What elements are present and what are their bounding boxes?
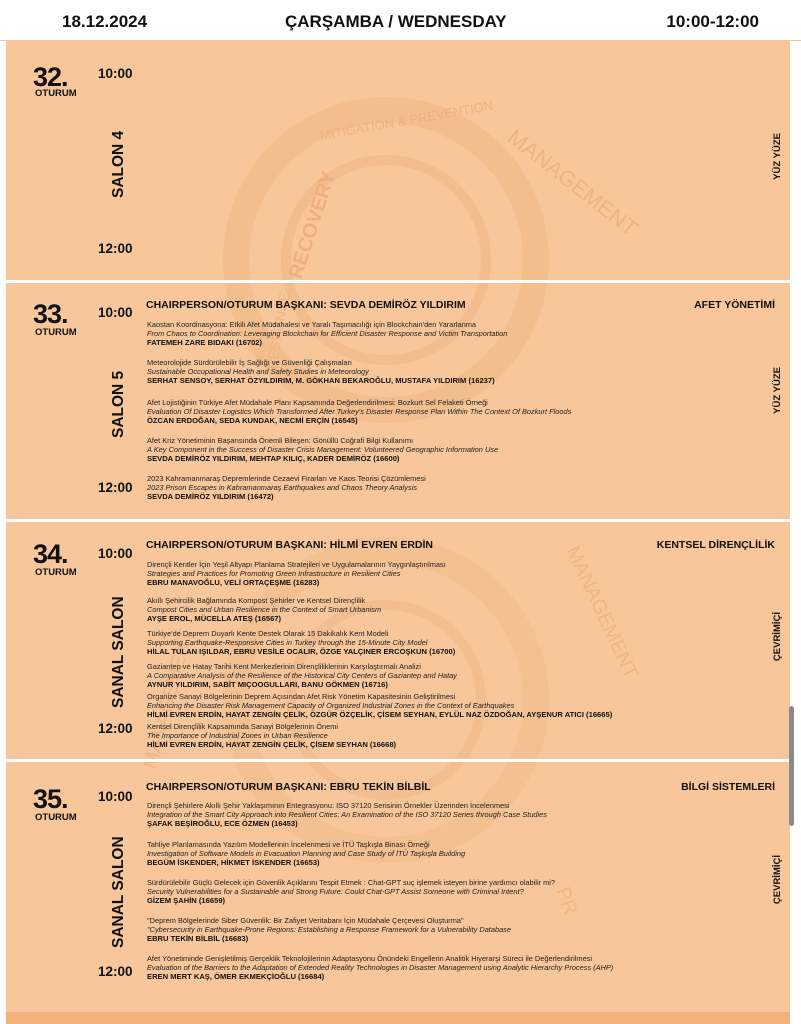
paper-title-en: Sustainable Occupational Health and Safety Studies in Meteorology	[147, 367, 369, 376]
paper-authors: SEVDA DEMİRÖZ YILDIRIM (16472)	[147, 492, 274, 501]
end-time: 12:00	[98, 480, 133, 495]
paper-authors: ÖZCAN ERDOĞAN, SEDA KUNDAK, NECMİ ERÇİN (16545)	[147, 416, 358, 425]
watermark-recovery: RECOVERY	[284, 168, 341, 282]
paper-title-tr: Tahliye Planlamasında Yazılım Modellerinin İncelenmesi ve İTÜ Taşkışla Binası Örneği	[147, 840, 430, 849]
session-number: 32.	[33, 62, 68, 92]
next-session-strip	[6, 1012, 790, 1024]
paper-title-en: Integration of the Smart City Approach into Resilient Cities: An Examination of the ISO 37120 Series through Case Studies	[147, 810, 547, 819]
watermark-management: MANAGEMENT	[502, 124, 643, 242]
session-34	[6, 522, 790, 762]
program-page	[6, 40, 790, 1024]
mode-label: YÜZ YÜZE	[772, 367, 783, 414]
paper-title-tr: "Deprem Bölgelerinde Siber Güvenlik: Bir Zafiyet Veritabanı İçin Müdahale Çerçevesi Oluşturma"	[147, 916, 464, 925]
end-time: 12:00	[98, 964, 133, 979]
room-label: SANAL SALON	[110, 836, 127, 948]
paper-title-tr: Gaziantep ve Hatay Tarihi Kent Merkezlerinin Dirençliliklerinin Karşılaştırmalı Analizi	[147, 662, 421, 671]
paper-title-tr: Akıllı Şehircilik Bağlamında Kompost Şehirler ve Kentsel Dirençlilik	[147, 596, 366, 605]
paper-authors: AYNUR YILDIRIM, SABİT MIÇOOGULLARI, BANU GÖKMEN (16716)	[147, 680, 388, 689]
paper-title-en: Enhancing the Disaster Risk Management Capacity of Organized Industrial Zones in the Context of Earthquakes	[147, 701, 515, 710]
paper-authors: SERHAT SENSOY, SERHAT ÖZYILDIRIM, M. GÖKHAN BEKAROĞLU, MUSTAFA YILDIRIM (16237)	[147, 376, 495, 385]
category-label: AFET YÖNETİMİ	[694, 299, 775, 311]
paper-item	[147, 662, 757, 690]
paper-title-tr: Sürdürülebilir Güçlü Gelecek için Güvenlik Açıklarını Tespit Etmek : Chat-GPT suç işlemek isteyen birine yardımcı olabilir mi?	[147, 878, 556, 887]
paper-item	[147, 878, 757, 906]
session-number: 33.	[33, 299, 68, 329]
paper-item	[147, 629, 757, 657]
session-33	[6, 283, 790, 522]
mode-label: ÇEVRİMİÇİ	[772, 612, 783, 662]
chairperson: CHAIRPERSON/OTURUM BAŞKANI: HİLMİ EVREN ERDİN	[146, 539, 434, 551]
header-day: ÇARŞAMBA / WEDNESDAY	[285, 12, 507, 31]
session-number: 34.	[33, 539, 68, 569]
paper-title-en: Security Vulnerabilities for a Sustainable and Strong Future: Could Chat-GPT Assist Someone with Criminal Intent?	[147, 887, 524, 896]
paper-title-tr: 2023 Kahramanmaraş Depremlerinde Cezaevi Firarları ve Kaos Teorisi Çözümlemesi	[147, 474, 426, 483]
paper-title-tr: Dirençli Kentler İçin Yeşil Altyapı Planlama Stratejileri ve Uygulamalarının Yaygınlaştırılması	[147, 560, 446, 569]
session-label: OTURUM	[35, 812, 77, 823]
watermark-pr: PR	[551, 884, 582, 918]
paper-item	[147, 840, 757, 868]
mode-label: ÇEVRİMİÇİ	[772, 855, 783, 905]
category-label: KENTSEL DİRENÇLİLİK	[656, 539, 775, 551]
paper-title-tr: Organize Sanayi Bölgelerinin Deprem Açısından Afet Risk Yönetim Kapasitesinin Geliştirilmesi	[147, 692, 456, 701]
paper-title-tr: Kentsel Dirençlilik Kapsamında Sanayi Bölgelerinin Önemi	[147, 722, 339, 731]
session-label: OTURUM	[35, 567, 77, 578]
end-time: 12:00	[98, 721, 133, 736]
paper-title-en: Supporting Earthquake-Responsive Cities in Turkey through the 15-Minute City Model	[147, 638, 428, 647]
start-time: 10:00	[98, 789, 133, 804]
paper-item	[147, 436, 757, 464]
paper-title-tr: Kaostan Koordinasyona: Etkili Afet Müdahalesi ve Yaralı Taşımacılığı için Blockchain'den Yararlanma	[147, 320, 476, 329]
session-number: 35.	[33, 784, 68, 814]
paper-authors: EBRU MANAVOĞLU, VELİ ORTAÇEŞME (16283)	[147, 578, 320, 587]
mode-label: YÜZ YÜZE	[772, 133, 783, 180]
header-time: 10:00-12:00	[666, 12, 759, 31]
paper-title-en: "Cybersecurity in Earthquake-Prone Regions: Establishing a Response Framework for a Vulnerability Database	[147, 925, 511, 934]
start-time: 10:00	[98, 66, 133, 81]
watermark-ring-text: MITIGATION & PREVENTION	[318, 97, 495, 143]
start-time: 10:00	[98, 305, 133, 320]
paper-title-en: Compost Cities and Urban Resilience in the Context of Smart Urbanism	[147, 605, 382, 614]
paper-title-tr: Meteorolojide Sürdürülebilir İş Sağlığı ve Güvenliği Çalışmaları	[147, 358, 352, 367]
paper-title-tr: Türkiye'de Deprem Duyarlı Kente Destek Olarak 15 Dakikalık Kent Modeli	[147, 629, 389, 638]
paper-title-tr: Afet Kriz Yönetiminin Başarısında Önemli Bileşen: Gönüllü Coğrafi Bilgi Kullanımı	[147, 436, 414, 445]
end-time: 12:00	[98, 241, 133, 256]
paper-authors: HİLMİ EVREN ERDİN, HAYAT ZENGİN ÇELİK, ÖZGÜR ÖZÇELİK, ÇİSEM SEYHAN, EYLÜL NAZ ÖZDOĞAN, AYŞENUR ATICI (16665)	[147, 710, 613, 719]
paper-authors: EBRU TEKİN BİLBİL (16683)	[147, 934, 249, 943]
room-label: SALON 5	[110, 370, 127, 438]
session-label: OTURUM	[35, 88, 77, 99]
paper-item	[147, 692, 757, 720]
watermark-response: RESPONSE	[263, 291, 293, 371]
paper-title-tr: Dirençli Şehirlere Akıllı Şehir Yaklaşımının Entegrasyonu: ISO 37120 Serisinin Örnekler Üzerinden İncelenmesi	[147, 801, 510, 810]
watermark-management-3: MANAGEMENT	[139, 627, 198, 772]
paper-title-en: Investigation of Software Models in Evacuation Planning and Case Study of İTÜ Taşkışla Building	[147, 849, 466, 858]
paper-item	[147, 916, 757, 944]
paper-authors: AYŞE EROL, MÜCELLA ATEŞ (16567)	[147, 614, 282, 623]
paper-authors: HİLAL TULAN IŞILDAR, EBRU VESİLE OCALIR, ÖZGE YALÇINER ERCOŞKUN (16700)	[147, 647, 456, 656]
paper-authors: BEGÜM İSKENDER, HİKMET İSKENDER (16653)	[147, 858, 320, 867]
paper-item	[147, 596, 757, 624]
category-label: BİLGİ SİSTEMLERİ	[681, 781, 775, 793]
paper-title-en: The Importance of Industrial Zones in Urban Resilience	[147, 731, 328, 740]
header-date: 18.12.2024	[62, 12, 148, 31]
paper-authors: EREN MERT KAŞ, ÖMER EKMEKÇİOĞLU (16684)	[147, 972, 325, 981]
paper-title-en: A Comparative Analysis of the Resilience of the Historical City Centers of Gaziantep and Hatay	[147, 671, 458, 680]
paper-title-en: From Chaos to Coordination: Leveraging Blockchain for Efficient Disaster Response and Victim Transportation	[147, 329, 508, 338]
paper-authors: SEVDA DEMİRÖZ YILDIRIM, MEHTAP KILIÇ, KADER DEMİRÖZ (16600)	[147, 454, 400, 463]
room-label: SANAL SALON	[110, 596, 127, 708]
session-32	[6, 40, 790, 283]
paper-authors: HİLMİ EVREN ERDİN, HAYAT ZENGİN ÇELİK, ÇİSEM SEYHAN (16668)	[147, 740, 397, 749]
paper-item	[147, 358, 757, 386]
paper-title-tr: Afet Yönetiminde Genişletilmiş Gerçeklik Teknolojilerinin Adaptasyonu Önündeki Engellerin Analitik Hiyerarşi Süreci ile Değerlendirilmesi	[147, 954, 593, 963]
scrollbar-thumb[interactable]	[789, 706, 794, 826]
chairperson: CHAIRPERSON/OTURUM BAŞKANI: SEVDA DEMİRÖZ YILDIRIM	[146, 299, 466, 311]
paper-title-tr: Afet Lojistiğinin Türkiye Afet Müdahale Planı Kapsamında Değerlendirilmesi: Bozkurt Sel Felaketi Örneği	[147, 398, 488, 407]
paper-title-en: Evaluation of the Barriers to the Adaptation of Extended Reality Technologies in Disaster Management using Analytic Hierarchy Process (AHP)	[147, 963, 614, 972]
header-bar	[0, 0, 801, 41]
room-label: SALON 4	[110, 130, 127, 198]
paper-item	[147, 320, 757, 348]
paper-item	[147, 722, 757, 750]
paper-title-en: A Key Component in the Success of Disaster Crisis Management: Volunteered Geographic Information Use	[147, 445, 499, 454]
paper-title-en: Evaluation Of Disaster Logistics Which Transformed After Turkey's Disaster Response Plan Within The Context Of Bozkurt Floods	[147, 407, 572, 416]
paper-authors: ŞAFAK BEŞİROĞLU, ECE ÖZMEN (16453)	[147, 819, 298, 828]
start-time: 10:00	[98, 546, 133, 561]
paper-authors: GİZEM ŞAHİN (16659)	[147, 896, 226, 905]
paper-title-en: Strategies and Practices for Promoting Green Infrastructure in Resilient Cities	[147, 569, 401, 578]
paper-item	[147, 474, 757, 502]
paper-item	[147, 560, 757, 588]
watermark-management-2: MANAGEMENT	[561, 542, 642, 683]
session-35	[6, 762, 790, 1012]
chairperson: CHAIRPERSON/OTURUM BAŞKANI: EBRU TEKİN BİLBİL	[146, 781, 431, 793]
paper-authors: FATEMEH ZARE BIDAKI (16702)	[147, 338, 263, 347]
paper-item	[147, 801, 757, 829]
paper-title-en: 2023 Prison Escapes in Kahramanmaraş Earthquakes and Chaos Theory Analysis	[147, 483, 418, 492]
session-label: OTURUM	[35, 327, 77, 338]
paper-item	[147, 954, 757, 982]
paper-item	[147, 398, 757, 426]
